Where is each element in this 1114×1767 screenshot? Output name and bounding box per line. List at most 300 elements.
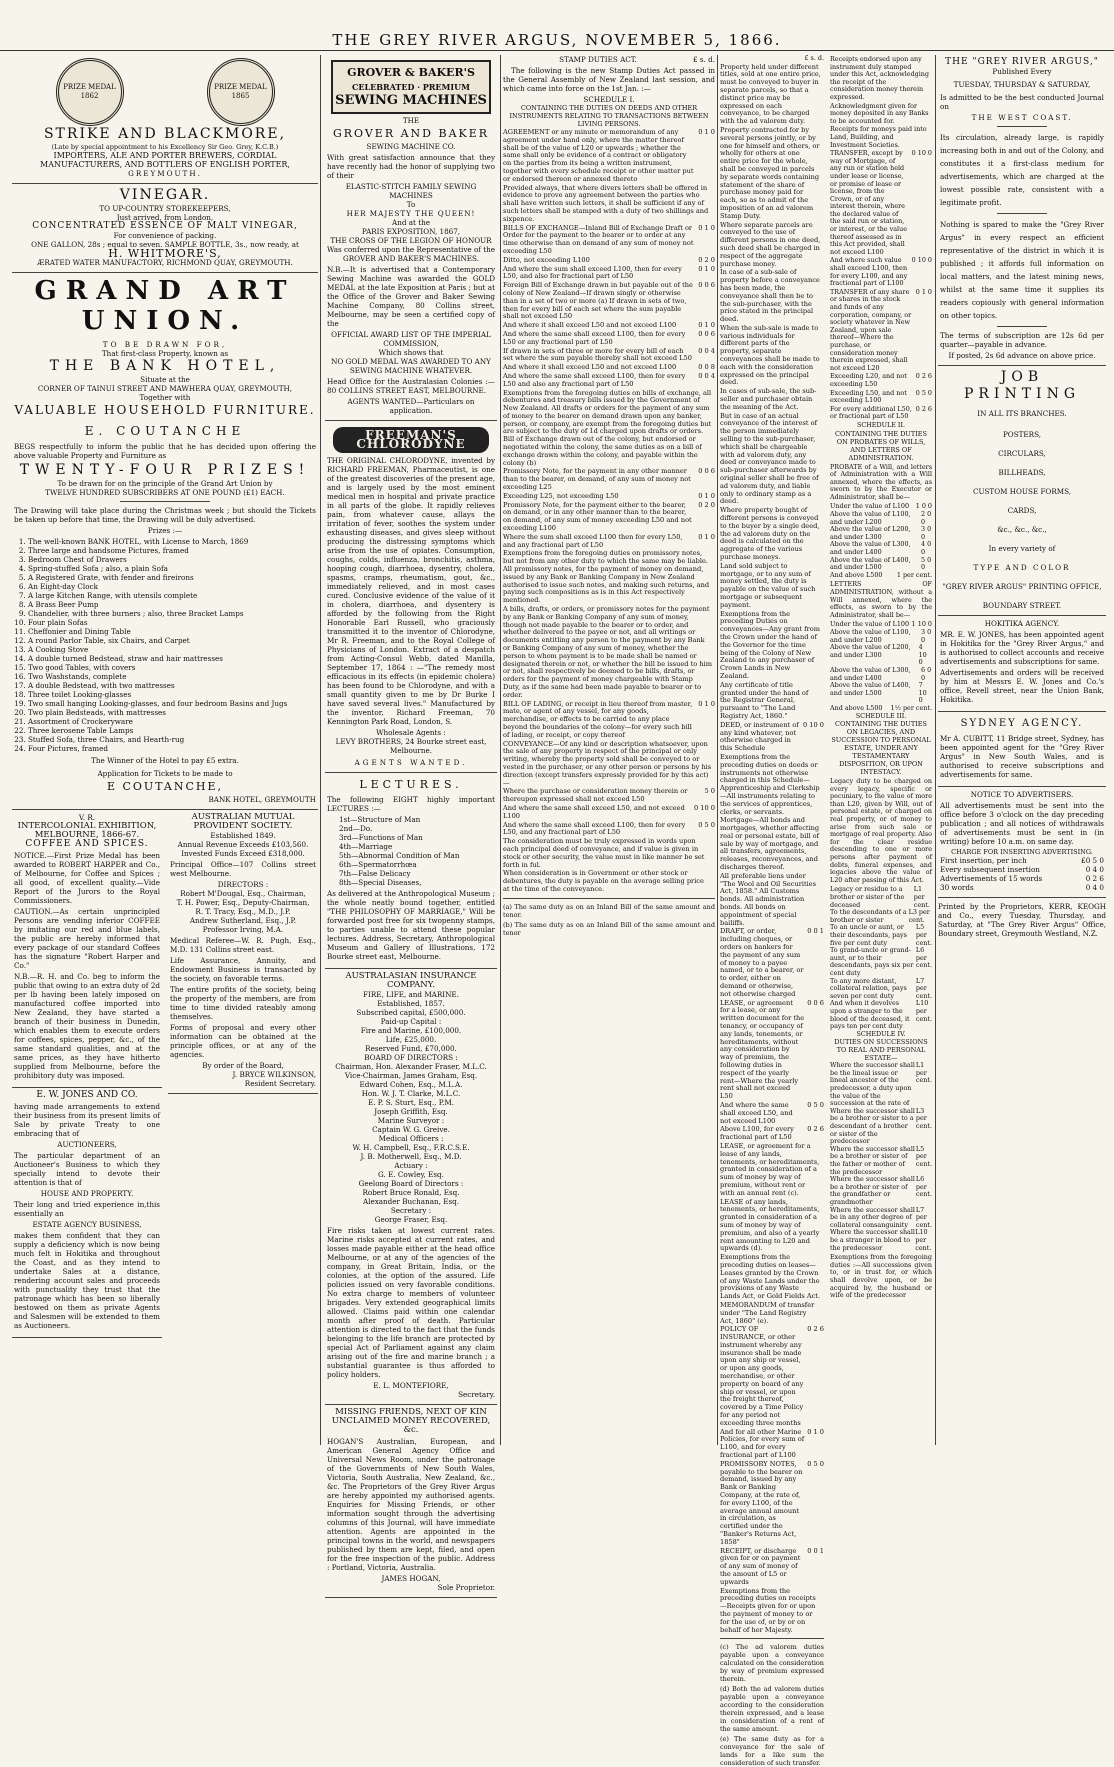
masthead bbox=[0, 30, 1114, 51]
director-item: Robert M'Dougal, Esq., Chairman, bbox=[180, 889, 306, 898]
schedule-row bbox=[720, 1461, 824, 1547]
succession-row bbox=[830, 1229, 932, 1252]
legacy-value: L1 per cent. bbox=[913, 885, 930, 909]
boundary-street: BOUNDARY STREET. bbox=[982, 601, 1062, 610]
entry-text: DEED, or instrument of any kind whatever, not otherwise charged in this Schedule bbox=[720, 720, 799, 753]
prize-item: 3. Bedroom Chest of Drawers bbox=[28, 555, 316, 564]
legacy-value: L5 per cent. bbox=[915, 923, 932, 947]
ins-director-item: Robert Bruce Ronald, Esq. bbox=[362, 1188, 460, 1197]
grover-baker-ad bbox=[325, 55, 497, 421]
entry-value: 0 5 0 bbox=[807, 1100, 824, 1109]
entry-text: Property contracted for by several persons jointly, or by one for himself and others, or wholly for others at one entire price for the whole, shall be conveyed in parcels by separate words containing statement of the share of purchase money paid for each, so as to admit of the imposition of an ad valorem Stamp Duty. bbox=[720, 125, 820, 220]
entry-value: 0 0 1 bbox=[807, 927, 824, 936]
note-b: (b) The same duty as on an Inland Bill of the same amount and tenor bbox=[503, 920, 715, 937]
and-at: And at the bbox=[392, 218, 430, 227]
official: OFFICIAL AWARD LIST OF THE IMPERIAL COMMISSION, bbox=[331, 330, 491, 348]
schedule-entry bbox=[720, 611, 824, 681]
schedule-entry bbox=[503, 282, 715, 321]
schedule-entry bbox=[720, 413, 824, 507]
lecture-item: 2nd—Do. bbox=[339, 824, 373, 833]
probate-label: Above the value of L400, and under L500 bbox=[830, 555, 911, 572]
succession-table bbox=[830, 1062, 932, 1252]
exemptions: Exemptions from the foregoing duties :—All successions given to, or in trust for, or which shall devolve upon, or be acquired by, the husband or wife of the predecessor bbox=[830, 1253, 932, 1300]
schedule-entry bbox=[503, 550, 715, 605]
harper-coffee-ad bbox=[12, 810, 162, 1088]
published: Published Every bbox=[992, 67, 1052, 76]
entry-value: 5 0 bbox=[704, 787, 715, 796]
column-1 bbox=[12, 55, 318, 1445]
entry-text: In cases of sub-sale, the sub-seller and purchaser obtain the meaning of the Act. bbox=[720, 387, 817, 411]
entry-value bbox=[821, 507, 824, 562]
entry-text: Exemptions from the preceding Duties on conveyances—Any grant from the Crown under the hand of the Governor for the time being of the Colony of New Zealand to any purchaser of Crown Lands in New Zealand. bbox=[720, 609, 820, 680]
billheads: BILLHEADS, bbox=[998, 468, 1046, 477]
entry-value bbox=[821, 1143, 824, 1198]
schedule-row bbox=[720, 817, 824, 872]
argus-title: THE "GREY RIVER ARGUS," bbox=[945, 57, 1099, 67]
entry-value bbox=[929, 103, 932, 126]
schedule-row bbox=[503, 534, 715, 550]
intercolonial-title: INTERCOLONIAL EXHIBITION, MELBOURNE, 1866-67. bbox=[17, 821, 157, 840]
schedule-entry bbox=[830, 257, 932, 287]
missing-friends-ad bbox=[325, 1405, 497, 1598]
column-rule bbox=[320, 55, 321, 1445]
lecture-item: 4th—Marriage bbox=[339, 842, 393, 851]
ins-director-item: Alexander Buchanan, Esq. bbox=[362, 1197, 460, 1206]
coffee-nb: N.B.—R. H. and Co. beg to inform the public that owing to an extra duty of 2d per lb having been lately imposed on manufactured coffee imported into New Zealand, they have started a branch of their business in Dunedin, which enables them to execute orders for coffees, spices, pepper, &c., of the same standard qualities, and at the same prices, as they have hitherto supplied from Melbourne, before the prohibitory duty was imposed. bbox=[14, 972, 160, 1080]
entry-text: MEMORANDUM of transfer under "The Land Registry Act, 1860" (e). bbox=[720, 1300, 815, 1325]
entry-text: Receipts for moneys paid into Land, Building, and Investment Societies. bbox=[830, 125, 927, 149]
entry-value bbox=[821, 127, 824, 221]
entry-text: BILLS OF EXCHANGE—Inland Bill of Exchange Draft or Order for the payment to the bearer or to order at any time otherwise than on demand of any sum of money not exceeding L50 bbox=[503, 223, 694, 255]
schedule-entry bbox=[503, 266, 715, 282]
vinegar-for: For convenience of packing. bbox=[113, 231, 217, 240]
letters-label: Above the value of L200, and under L300 bbox=[830, 643, 911, 659]
entry-value: 0 5 0 bbox=[915, 388, 932, 397]
amp-directors-list bbox=[170, 889, 316, 934]
schedule-entry bbox=[720, 1102, 824, 1125]
elastic: ELASTIC-STITCH FAMILY SEWING MACHINES bbox=[345, 182, 477, 200]
schedule-row bbox=[830, 126, 932, 149]
entry-text: But in case of an actual conveyance of the interest of the person immediately selling to the sub-purchaser, which shall be chargeable with ad valorem duty, any deed or conveyance made to sub-purchaser afterwards by original seller shall be free of ad valorem duty, and liable only to ordinary stamp as a deed. bbox=[720, 411, 819, 506]
art-union-title: GRAND ART UNION. bbox=[34, 276, 296, 336]
lecture-item: 7th—False Delicacy bbox=[339, 869, 411, 878]
entry-text: Land sold subject to mortgage, or to any sum of money settled, the duty is payable on the value of such mortgage or subsequent payment. bbox=[720, 561, 816, 609]
rate-value: 0 2 6 bbox=[1085, 874, 1104, 883]
entry-value: 0 10 0 bbox=[803, 720, 824, 729]
entry-value: 0 1 0 bbox=[698, 264, 715, 273]
note-a: (a) The same duty as on an Inland Bill of the same amount and tenor. bbox=[503, 902, 715, 919]
amp-income: Annual Revenue Exceeds £103,560. bbox=[177, 840, 309, 849]
ins-director-item: Secretary : bbox=[390, 1206, 432, 1215]
entry-value bbox=[929, 126, 932, 149]
schedule-entry bbox=[503, 838, 715, 869]
succession-value: L5 per cent. bbox=[915, 1144, 932, 1168]
schedule-row bbox=[720, 1143, 824, 1198]
advertisers-text: All advertisements must be sent into the office before 3 o'clock on the day preceding publication ; and all notices of withdrawals of advertisements must be sent in (in writing) before 10 a.m. on same day. bbox=[940, 801, 1104, 846]
schedule-row bbox=[503, 493, 715, 501]
jones-ad bbox=[12, 1088, 162, 1338]
schedule-row bbox=[720, 873, 824, 928]
probate-value: 3 0 0 bbox=[920, 525, 932, 541]
days: TUESDAY, THURSDAY & SATURDAY, bbox=[953, 80, 1091, 89]
prize-item: 1. The well-known BANK HOTEL, with License to March, 1869 bbox=[28, 537, 316, 546]
coast: THE WEST COAST. bbox=[971, 113, 1073, 122]
rate-row bbox=[940, 883, 1104, 892]
director-item: Professor Irving, M.A. bbox=[202, 925, 284, 934]
letters-label: Above the value of L400, and under L500 bbox=[830, 681, 911, 697]
schedule-entry bbox=[503, 364, 715, 372]
vinegar-price: ONE GALLON, 28s ; equal to seven. SAMPLE BOTTLE, 3s., now ready, at bbox=[31, 240, 299, 249]
legacy-row bbox=[830, 947, 932, 977]
prizes-count: TWENTY-FOUR PRIZES! bbox=[19, 462, 311, 478]
schedule-entry bbox=[720, 127, 824, 221]
schedule-row bbox=[503, 322, 715, 330]
schedule-2-title: SCHEDULE II. bbox=[856, 420, 906, 429]
entry-text: And where the same shall exceed L100, then for every L50 and also any fractional part of L50 bbox=[503, 371, 686, 388]
schedule-entry bbox=[830, 373, 932, 388]
column-rule bbox=[500, 55, 501, 1445]
entry-text: PROMISSORY NOTES, payable to the bearer on demand, issued by any Bank or Banking Company, at the rate of, for every L100, of the average annual amount in circulation, as certified under the "Banker's Returns Act, 1858" bbox=[720, 1459, 803, 1546]
hokitika-agency-ad bbox=[938, 616, 1106, 712]
prize-item: 13. A Cooking Stove bbox=[28, 645, 316, 654]
prize-item: 20. Two plain Bedsteads, with mattresses bbox=[28, 708, 316, 717]
jones-text2: The particular department of an Auctioneer's Business to which they specially intend to devote their attention is that of bbox=[14, 1151, 160, 1187]
probate-table bbox=[830, 503, 932, 579]
rate-row bbox=[940, 874, 1104, 883]
director-item: Andrew Sutherland, Esq., J.P. bbox=[189, 916, 297, 925]
entry-value: 0 2 6 bbox=[915, 372, 932, 381]
prize-medal-icon: PRIZE MEDAL 1865 bbox=[207, 58, 275, 126]
prize-item: 12. A round Parlor Table, six Chairs, and Carpet bbox=[28, 636, 316, 645]
entry-text: Exceeding L50, and not exceeding L100 bbox=[830, 388, 907, 405]
legacy-row bbox=[830, 886, 932, 909]
schedule-row bbox=[503, 822, 715, 838]
nothing: Nothing is spared to make the "Grey River Argus" in every respect an efficient representative of the district in which it is published ; it affords full information on local matters, and the latest mining news, whilst at the same time it supplies its readers copiously with general information on other topics. bbox=[940, 220, 1104, 320]
ins-director-item: Marine Surveyor : bbox=[377, 1116, 445, 1125]
entry-text: Mortgage—All bonds and mortgages, whether affecting real or personal estate, bill of sale by way of mortgage, and all transfers, agreements, releases, reconveyances, and discharges thereof. bbox=[720, 816, 820, 872]
branches: IN ALL ITS BRANCHES. bbox=[977, 409, 1067, 418]
succession-row bbox=[830, 1146, 932, 1176]
currency-header: £ s. d. bbox=[692, 55, 715, 64]
cross: THE CROSS OF THE LEGION OF HONOUR bbox=[330, 236, 492, 245]
entry-text: And where the same shall exceed L50, and not exceed L100 bbox=[503, 803, 685, 820]
entry-value bbox=[821, 1588, 824, 1635]
job-printing: JOB PRINTING bbox=[963, 369, 1081, 402]
schedule-entry bbox=[503, 805, 715, 821]
entry-value bbox=[821, 388, 824, 411]
letters-value: 6 0 0 bbox=[920, 665, 932, 682]
entry-value bbox=[821, 269, 824, 324]
ins-director-item: Chairman, Hon. Alexander Fraser, M.L.C. bbox=[335, 1062, 487, 1071]
amp-signature: J. BRYCE WILKINSON, bbox=[232, 1070, 316, 1079]
house: HOUSE AND PROPERTY. bbox=[40, 1189, 134, 1198]
schedule-entry bbox=[720, 222, 824, 269]
entry-value bbox=[821, 413, 824, 507]
column-rule bbox=[717, 55, 718, 1445]
entry-value bbox=[821, 222, 824, 269]
company: GROVER AND BAKER bbox=[332, 127, 490, 140]
amp-role: Resident Secretary. bbox=[244, 1079, 316, 1088]
prize-item: 15. Two good Tables, with covers bbox=[28, 663, 316, 672]
entry-text: If drawn in sets of three or more for every bill of each set where the sum payable thereby shall not exceed L50 bbox=[503, 346, 692, 363]
paris: PARIS EXPOSITION, 1867, bbox=[361, 227, 461, 236]
entry-value: 0 1 0 bbox=[698, 321, 715, 330]
jones-text3: Their long and tried experience in,this essentially an bbox=[14, 1200, 160, 1218]
amp-text1: Life Assurance, Annuity, and Endowment Business is transacted by the society, on favorable terms. bbox=[170, 956, 316, 983]
drawing-notice: The Drawing will take place during the Christmas week ; but should the Tickets be taken up before that time, the Drawing will be duly advertised. bbox=[14, 506, 316, 524]
succession-value: L6 per cent. bbox=[915, 1175, 932, 1199]
union-furniture: VALUABLE HOUSEHOLD FURNITURE. bbox=[14, 403, 316, 417]
schedule-row bbox=[503, 266, 715, 282]
entry-value bbox=[712, 185, 715, 224]
ins-director-item: Vice-Chairman, James Graham, Esq. bbox=[344, 1071, 478, 1080]
entry-value: 0 1 0 bbox=[698, 699, 715, 708]
coffee-notice: NOTICE.—First Prize Medal has been awarded to ROBERT HARPER and Co., of Melbourne, for Coffee and Spices ; all good, of excellent quality.—Vide Report of the Jurors to the Royal Commissioners. bbox=[14, 851, 160, 905]
admitted: Is admitted to be the best conducted Journal on bbox=[940, 93, 1104, 111]
schedule-entry bbox=[503, 493, 715, 501]
entry-text: BILL OF LADING, or receipt in lieu thereof from master, mate, or agent of any vessel, for any goods, merchandise, or effects to be carried to any place beyond the boundaries of the colony—for every such bill of lading, or receipt, or copy thereof bbox=[503, 699, 693, 739]
coutanche-text: BEGS respectfully to inform the public that he has decided upon offering the above valuable Property and Furniture as bbox=[14, 442, 316, 460]
legacy-label: And when it devolves upon a stranger to the blood of the deceased, it pays ten per cent duty bbox=[830, 999, 910, 1031]
letters-label: And above L500 bbox=[830, 703, 883, 712]
amp-society-ad bbox=[168, 810, 318, 1094]
entry-text: Acknowledgment given for money deposited in any Banks to be accounted for. bbox=[830, 101, 929, 125]
schedule-3-title: SCHEDULE III. bbox=[855, 711, 907, 720]
schedule-row bbox=[830, 56, 932, 102]
amp-est: Established 1849. bbox=[210, 831, 276, 840]
schedule-row bbox=[720, 222, 824, 269]
entry-value: 0 2 6 bbox=[807, 1325, 824, 1334]
entry-text: Above L100, for every fractional part of L50 bbox=[720, 1125, 794, 1142]
succession-label: Where the successor shall be a brother or sister of the grandfather or grandmother bbox=[830, 1175, 915, 1206]
schedule-entry bbox=[503, 129, 715, 184]
schedule-entry bbox=[503, 606, 715, 700]
schedule-row bbox=[503, 364, 715, 372]
schedule-entry bbox=[830, 406, 932, 421]
entry-text: Exceeding L20, and not exceeding L50 bbox=[830, 372, 907, 388]
entry-value: 0 1 0 bbox=[807, 1427, 824, 1436]
argus-notice bbox=[938, 55, 1106, 366]
letters-label: Under the value of L100 bbox=[830, 620, 910, 629]
subscribers: TWELVE HUNDRED SUBSCRIBERS AT ONE POUND (£1) EACH. bbox=[45, 488, 285, 497]
ins-capital: Subscribed capital, £500,000. bbox=[356, 1008, 466, 1017]
schedule-entry bbox=[503, 331, 715, 347]
schedules-2-4 bbox=[830, 55, 932, 1445]
schedule-entry bbox=[720, 1429, 824, 1460]
letters-value: 4 10 0 bbox=[918, 643, 927, 667]
legacy-label: To grand-uncle or grand-aunt, or to their descendants, pays six per cent duty bbox=[830, 946, 914, 977]
ins-role: Secretary. bbox=[458, 1390, 495, 1399]
entry-value: 0 2 0 bbox=[698, 500, 715, 509]
entry-value: 0 0 8 bbox=[698, 363, 715, 372]
letters-table bbox=[830, 621, 932, 712]
schedule-row bbox=[503, 606, 715, 700]
schedule-entry bbox=[503, 348, 715, 364]
prize-item: 10. Four plain Sofas bbox=[28, 618, 316, 627]
entry-text: And where such value shall exceed L100, then for every L100, and any fractional part of L100 bbox=[830, 256, 908, 288]
schedule-entry bbox=[503, 225, 715, 256]
agents-wanted: AGENTS WANTED. bbox=[354, 758, 468, 767]
union-corner: CORNER OF TAINUI STREET AND MAWHERA QUAY, GREYMOUTH, bbox=[37, 384, 293, 393]
prize-item: 18. Three toilet Looking-glasses bbox=[28, 690, 316, 699]
advertisers-title: NOTICE TO ADVERTISERS. bbox=[970, 790, 1074, 799]
entry-value bbox=[821, 325, 824, 387]
schedule-entry bbox=[503, 741, 715, 788]
entry-value bbox=[712, 606, 715, 700]
ins-reserve: Reserved Fund, £70,000. bbox=[365, 1044, 457, 1053]
legacy-value: L7 per cent. bbox=[915, 976, 932, 1000]
entry-text: AGREEMENT or any minute or memorandum of any agreement under hand only, where the matter thereof shall be of the value of L20 or upwards ; whether the same shall only be evidence of a contract or obligatory on the parties from its being a written instrument, together with every schedule receipt or other matter put or endorsed thereon or annexed thereto bbox=[503, 128, 694, 183]
cards: CARDS, bbox=[1007, 506, 1037, 515]
entry-text: And where the sum shall exceed L100, then for every L50, and also for fractional part of L50 bbox=[503, 264, 682, 281]
conferred: Was conferred upon the Representative of the bbox=[327, 245, 495, 254]
entry-text: All preferable liens under "The Wool and Oil Securities Act, 1858." All Customs bonds. All administration bonds. All bonds on appointment of special bailiffs. bbox=[720, 871, 817, 927]
vinegar-product: CONCENTRATED ESSENCE OF MALT VINEGAR, bbox=[32, 221, 298, 231]
ins-director-item: Geelong Board of Directors : bbox=[358, 1179, 464, 1188]
entry-text: Ditto, not exceeding L100 bbox=[503, 255, 590, 264]
conveyance-entries bbox=[720, 64, 824, 1635]
wholesale: Wholesale Agents : bbox=[376, 728, 446, 737]
schedule-entry bbox=[503, 502, 715, 533]
entry-text: Where separate parcels are conveyed to the use of different persons in one deed, such deed shall be charged in respect of the aggregate purchase money. bbox=[720, 220, 821, 268]
schedule-row bbox=[503, 390, 715, 468]
union-hotel: THE BANK HOTEL, bbox=[49, 358, 281, 374]
union-drawn: TO BE DRAWN FOR, bbox=[102, 340, 228, 349]
schedule-row bbox=[503, 502, 715, 533]
missing-role: Sole Proprietor. bbox=[437, 1583, 495, 1592]
schedule-entry bbox=[503, 322, 715, 330]
company2: SEWING MACHINE CO. bbox=[366, 142, 456, 151]
entry-text: Where the sum shall exceed L100 then for every L50, and any fractional part of L50 bbox=[503, 532, 683, 549]
entry-text: Receipts endorsed upon any instrument duly stamped under this Act, acknowledging the receipt of the consideration money therein expressed. bbox=[830, 55, 930, 101]
ins-director-item: Joseph Griffith, Esq. bbox=[374, 1107, 448, 1116]
succession-label: Where the successor shall be a stranger in blood to the predecessor bbox=[830, 1228, 915, 1252]
schedule-row bbox=[720, 1548, 824, 1587]
legacy-label: To any more distant, collateral relation, pays seven per cent duty bbox=[830, 976, 907, 1000]
prize-item: 2. Three large and handsome Pictures, framed bbox=[28, 546, 316, 555]
letters-value: 1 10 0 bbox=[911, 620, 932, 629]
circulars: CIRCULARS, bbox=[998, 449, 1046, 458]
schedule-row bbox=[503, 282, 715, 321]
ins-est: Established, 1857. bbox=[377, 999, 445, 1008]
entry-value bbox=[712, 741, 715, 788]
entry-text: LEASE of any lands, tenements, or hereditaments, granted in consideration of a sum of money by way of premium, and also of a yearly rent amounting to L20 and upwards (d). bbox=[720, 1197, 820, 1253]
entry-value: 0 2 0 bbox=[698, 255, 715, 264]
schedule-entry bbox=[720, 928, 824, 998]
lectures-intro: The following EIGHT highly important LECTURES :— bbox=[327, 795, 495, 813]
schedule-entry bbox=[720, 64, 824, 126]
succession-row bbox=[830, 1108, 932, 1146]
entry-text: And where it shall exceed L50 and not exceed L100 bbox=[503, 321, 677, 330]
job-printing-ad bbox=[938, 366, 1106, 616]
strike-town: GREYMOUTH. bbox=[128, 169, 202, 178]
schedule-entry bbox=[503, 390, 715, 468]
note-d: (d) Both the ad valorem duties payable upon a conveyance according to the consideration therein expressed, and a lease in consideration of a rent of the same amount. bbox=[720, 1685, 824, 1734]
schedule-entry bbox=[720, 1199, 824, 1254]
entry-value bbox=[821, 1302, 824, 1325]
probate-row bbox=[830, 557, 932, 572]
schedule-entry bbox=[503, 788, 715, 804]
schedule-row bbox=[503, 788, 715, 804]
entry-value: 0 2 6 bbox=[807, 1125, 824, 1134]
prize-item: 14. A double turned Bedstead, straw and hair mattresses bbox=[28, 654, 316, 663]
lecture-item: 8th—Special Diseases, bbox=[339, 878, 422, 887]
entry-text: TRANSFER of any share or shares in the stock and funds of any corporation, company, or society whatever in New Zealand, upon sale thereof—Where the purchase, or consideration money therein expressed, shall not exceed L20 bbox=[830, 287, 912, 372]
union-that: That first-class Property, known as bbox=[101, 349, 229, 358]
prize-item: 24. Four Pictures, framed bbox=[28, 744, 316, 753]
succession-value: L10 per cent. bbox=[915, 1228, 932, 1252]
auctioneers: AUCTIONEERS, bbox=[57, 1140, 117, 1149]
entry-text: For every additional L50, or fractional part of L50 bbox=[830, 404, 912, 421]
entry-value bbox=[821, 754, 824, 816]
schedule-entry bbox=[720, 1588, 824, 1635]
vr-mark: V. R. bbox=[78, 813, 96, 822]
schedule-entry bbox=[503, 822, 715, 838]
entry-text: Where the purchase or consideration money therein or thereupon expressed shall not exceed L50 bbox=[503, 787, 688, 804]
entry-value: 0 1 0 bbox=[915, 287, 932, 296]
schedule-row bbox=[720, 1588, 824, 1635]
legacy-value: L6 per cent. bbox=[915, 946, 932, 970]
prize-item: 6. An Eight-day Clock bbox=[28, 582, 316, 591]
entry-value bbox=[821, 1199, 824, 1254]
entry-value bbox=[821, 611, 824, 681]
jones-text: having made arrangements to extend their business from its present limits of Sale by private Treaty to one embracing that of bbox=[14, 1102, 160, 1138]
ins-types: FIRE, LIFE, and MARINE. bbox=[363, 990, 459, 999]
rate-value: £0 5 0 bbox=[1081, 856, 1104, 865]
schedule-row bbox=[720, 1326, 824, 1427]
terms: The terms of subscription are 12s 6d per quarter—payable in advance. bbox=[940, 331, 1104, 349]
entry-text: When the sub-sale is made to various individuals for different parts of the property, separate conveyances shall be made to each with the consideration expressed on the principal deed. bbox=[720, 323, 820, 387]
strike-blackmore-ad bbox=[12, 55, 318, 184]
letters-label: Above the value of L100, and under L200 bbox=[830, 627, 911, 644]
amp-office: Principal Office—107 Collins street west Melbourne. bbox=[170, 860, 316, 878]
letters-label: Above the value of L300, and under L400 bbox=[830, 665, 911, 682]
column-3 bbox=[503, 55, 715, 1445]
letters-row bbox=[830, 682, 932, 705]
schedule-row bbox=[720, 1126, 824, 1142]
ins-director-item: W. H. Campbell, Esq., F.R.C.S.E. bbox=[352, 1143, 470, 1152]
entry-value bbox=[821, 1254, 824, 1301]
schedule-row bbox=[720, 269, 824, 324]
posters: POSTERS, bbox=[1002, 430, 1042, 439]
coutanche-name: E. COUTANCHE bbox=[84, 424, 246, 438]
schedule-row bbox=[503, 373, 715, 389]
grover-nb: N.B.—It is advertised that a Contemporary Sewing Machine was awarded the GOLD MEDAL at the late Exposition at Paris ; but at the Office of the Grover and Baker Sewing Machine Company, 80 Collins street, Melbourne, may be seen a certified copy of the bbox=[327, 265, 495, 328]
amp-title: AUSTRALIAN MUTUAL PROVIDENT SOCIETY. bbox=[191, 812, 295, 831]
probate-row bbox=[830, 541, 932, 556]
entry-value: 0 0 6 bbox=[807, 998, 824, 1007]
announce: With great satisfaction announce that they have recently had the honor of supplying two of their bbox=[327, 153, 495, 180]
letters-intro: LETTERS OF ADMINISTRATION, without a Will annexed, where the effects, as sworn to by the Administrator, shall be— bbox=[830, 580, 932, 619]
entry-text: Where property bought of different persons is conveyed to the buyer by a single deed, the ad valorem duty on the deed is calculated on the aggregate of the various purchase moneys. bbox=[720, 506, 820, 561]
entry-value bbox=[929, 56, 932, 102]
coffee-caution: CAUTION.—As certain unprincipled Persons are vending inferior COFFEE by imitating our red and blue labels, the public are hereby informed that every package of our standard Coffees has the signature "Robert Harper and Co." bbox=[14, 907, 160, 970]
apply-name: E COUTANCHE, bbox=[106, 780, 224, 793]
prize-item: 23. Stuffed Sofa, three Chairs, and Hearth-rug bbox=[28, 735, 316, 744]
hokitika-jones: MR. E. W. JONES, has been appointed agent in Hokitika for the "Grey River Argus," and is authorised to collect accounts and receive advertisements and subscriptions for same. bbox=[940, 630, 1104, 666]
legacy-label: To the descendants of a brother or sister bbox=[830, 908, 907, 924]
entry-value: 0 0 4 bbox=[698, 346, 715, 355]
entry-text: Exemptions from the foregoing duties on bills of exchange, all debentures and treasury bills issued by the Government of New Zealand. All drafts or orders for the payment of any sum of money to the bearer on demand drawn upon any banker, person, or company, are exempt from the foregoing duties but are subject to the duty of 1d charged upon drafts or orders. Bill of Exchange drawn out of the colony, but endorsed or negotiated within the colony, the same duties as on a bill of exchange drawn within the colony, and payable within the colony (b) bbox=[503, 388, 712, 467]
estate: ESTATE AGENCY BUSINESS, bbox=[32, 1220, 142, 1229]
succession-label: Where the successor shall be the lineal issue or lineal ancestor of the predecessor, a duty upon the value of the succession at the rate of bbox=[830, 1061, 915, 1108]
schedule-entry bbox=[830, 103, 932, 126]
schedule-entry bbox=[503, 373, 715, 389]
schedule-row bbox=[720, 682, 824, 721]
prize-item: 8. A Brass Beer Pump bbox=[28, 600, 316, 609]
entry-text: Exemptions from the preceding duties on receipts—Receipts given for or upon the payment of money to or for the use of, or by or on behalf of her Majesty. bbox=[720, 1586, 816, 1634]
chlorodyne-banner: FREEMAN'S CHLORODYNE bbox=[333, 427, 489, 453]
